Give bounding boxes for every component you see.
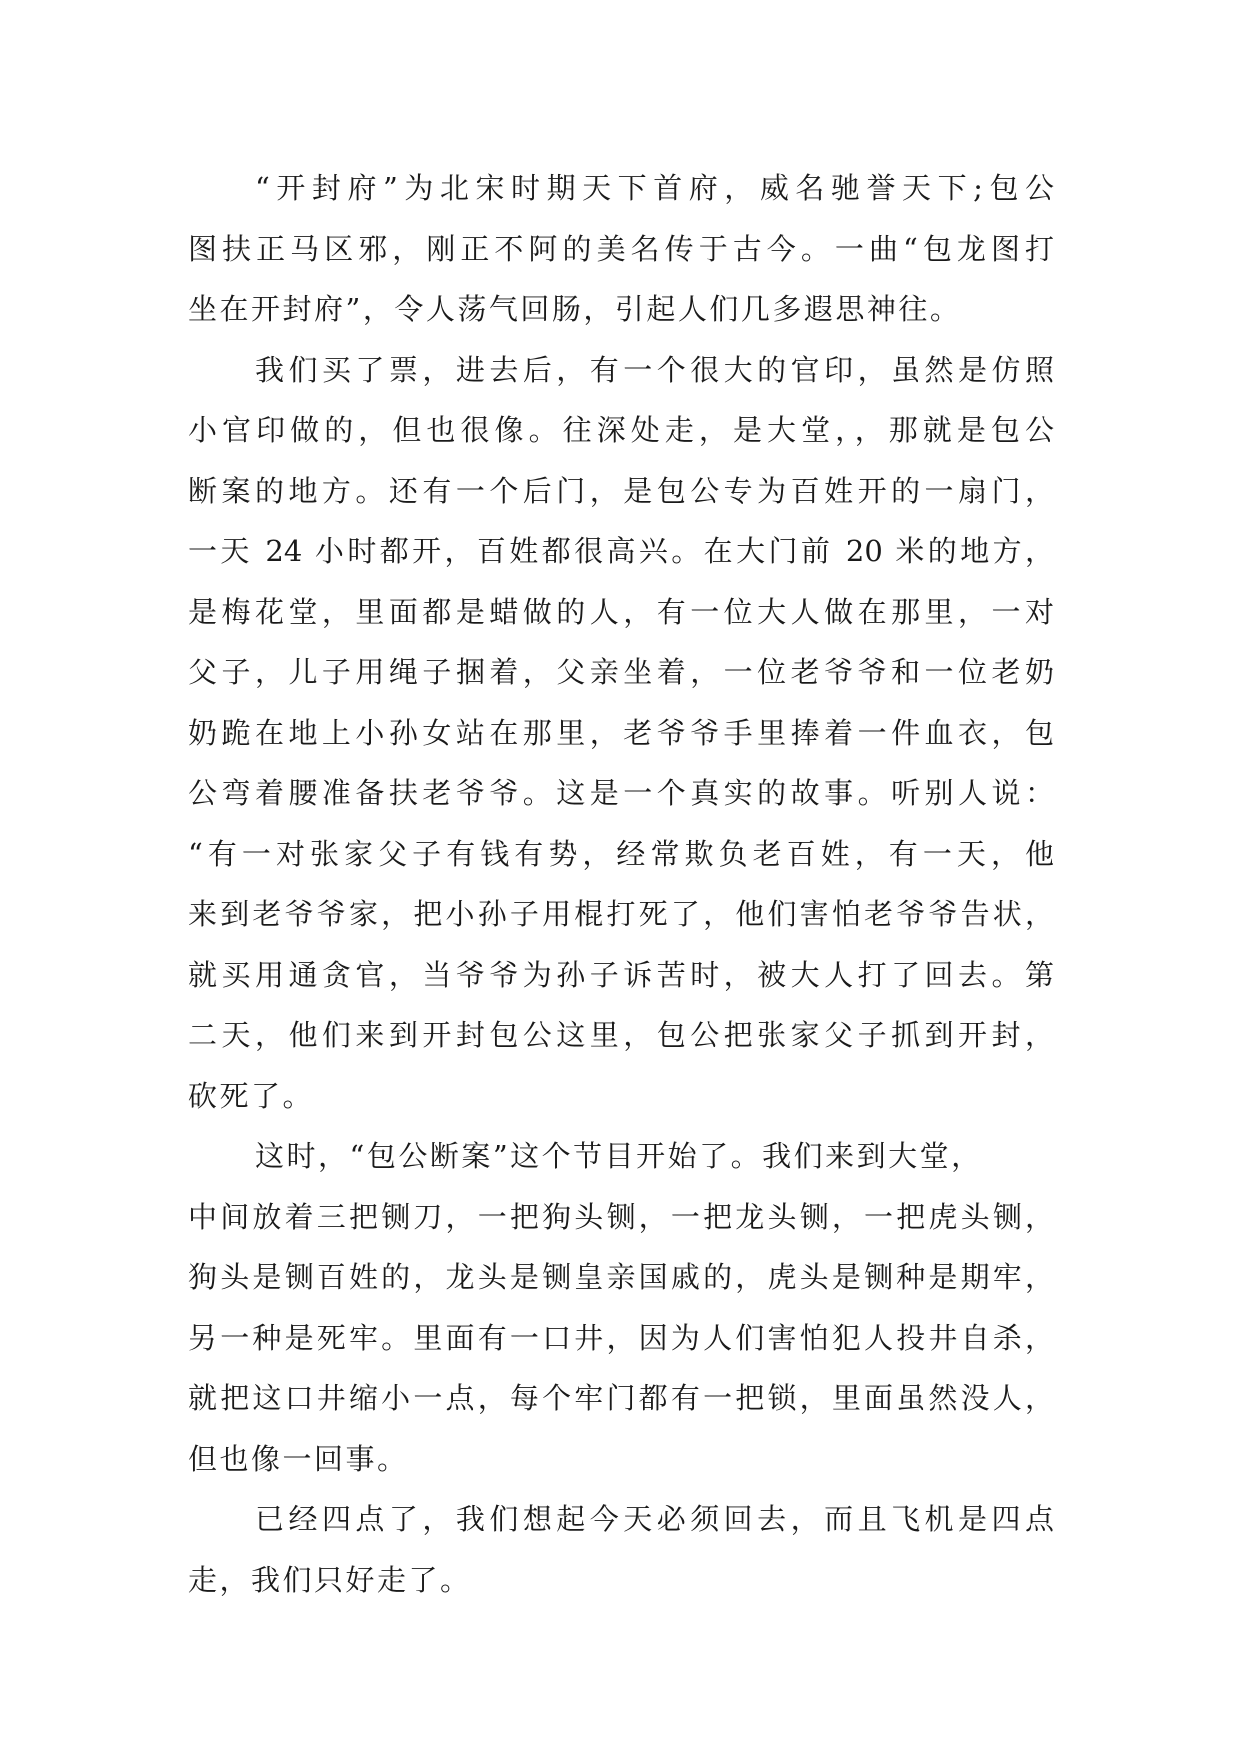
text-line: 断案的地方。还有一个后门，是包公专为百姓开的一扇门， bbox=[188, 473, 1054, 508]
text-line: 砍死了。 bbox=[188, 1078, 315, 1113]
text-line: 来到老爷爷家，把小孙子用棍打死了，他们害怕老爷爷告状， bbox=[188, 897, 1054, 931]
text-line: 小官印做的，但也很像。往深处走，是大堂，，那就是包公 bbox=[188, 413, 1054, 447]
text-line: 另一种是死牢。里面有一口井，因为人们害怕犯人投井自杀， bbox=[188, 1320, 1054, 1355]
paragraph-2 bbox=[188, 340, 1054, 1127]
text-line: 但也像一回事。 bbox=[188, 1441, 409, 1476]
text-line: 坐在开封府”，令人荡气回肠，引起人们几多遐思神往。 bbox=[188, 292, 962, 326]
text-line: 走，我们只好走了。 bbox=[188, 1562, 472, 1597]
text-line: 一天 24 小时都开，百姓都很高兴。在大门前 20 米的地方， bbox=[188, 534, 1054, 568]
paragraph-4 bbox=[188, 1489, 1054, 1610]
text-line: 就买用通贪官，当爷爷为孙子诉苦时，被大人打了回去。第 bbox=[188, 957, 1054, 992]
text-line: 这时，“包公断案”这个节目开始了。我们来到大堂， bbox=[255, 1139, 983, 1173]
text-line: 图扶正马区邪，刚正不阿的美名传于古今。一曲“包龙图打 bbox=[188, 231, 1054, 266]
text-line: “有一对张家父子有钱有势，经常欺负老百姓，有一天，他 bbox=[188, 836, 1054, 871]
text-line: 是梅花堂，里面都是蜡做的人，有一位大人做在那里，一对 bbox=[188, 594, 1054, 629]
text-line: 狗头是铡百姓的，龙头是铡皇亲国戚的，虎头是铡种是期牢， bbox=[188, 1260, 1054, 1294]
text-line: 二天，他们来到开封包公这里，包公把张家父子抓到开封， bbox=[188, 1018, 1054, 1052]
text-line: 就把这口井缩小一点，每个牢门都有一把锁，里面虽然没人， bbox=[188, 1381, 1054, 1415]
paragraph-1 bbox=[188, 158, 1054, 340]
text-line: 我们买了票，进去后，有一个很大的官印，虽然是仿照 bbox=[255, 352, 1054, 387]
text-line: “开封府”为北宋时期天下首府，威名驰誉天下;包公 bbox=[255, 171, 1054, 205]
text-line: 公弯着腰准备扶老爷爷。这是一个真实的故事。听别人说： bbox=[188, 776, 1054, 810]
paragraph-3 bbox=[188, 1126, 1054, 1489]
text-line: 父子，儿子用绳子捆着，父亲坐着，一位老爷爷和一位老奶 bbox=[188, 655, 1054, 689]
text-line: 已经四点了，我们想起今天必须回去，而且飞机是四点 bbox=[255, 1502, 1054, 1536]
text-line: 中间放着三把铡刀，一把狗头铡，一把龙头铡，一把虎头铡， bbox=[188, 1199, 1054, 1234]
text-line: 奶跪在地上小孙女站在那里，老爷爷手里捧着一件血衣，包 bbox=[188, 715, 1054, 750]
document-body bbox=[188, 158, 1054, 1610]
